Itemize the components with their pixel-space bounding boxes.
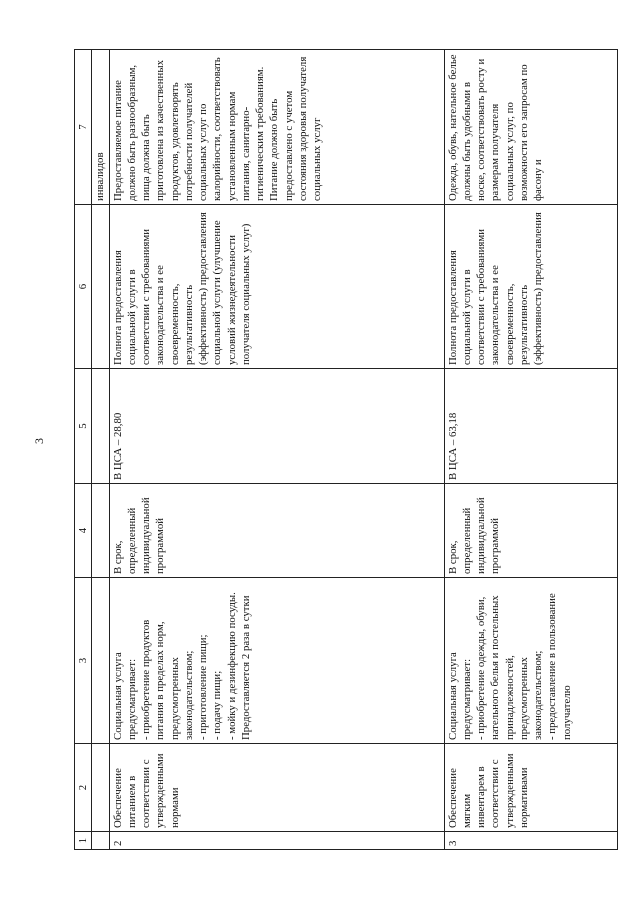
service-name: Обеспечение мягким инвентарем в соответствии с утвержденными нормативами xyxy=(444,744,617,832)
description-line: Социальная услуга предусматривает: xyxy=(111,652,138,740)
description-line: - подачу пищи; xyxy=(211,670,224,740)
table-row xyxy=(109,50,444,850)
column-number: 3 xyxy=(75,578,92,744)
column-numbers-row xyxy=(75,50,92,850)
column-number: 4 xyxy=(75,484,92,578)
page-number: 3 xyxy=(32,438,46,444)
service-name: Обеспечение питанием в соответствии с утвержденными нормами xyxy=(109,744,444,832)
column-number: 2 xyxy=(75,744,92,832)
service-description xyxy=(109,578,444,744)
document-sheet xyxy=(74,50,614,850)
quality-indicators: Полнота предоставления социальной услуги в соответствии с требованиями законодательства и ее своевременность, результативность (эффективность) предоставления социальной услуги (улучшение условий жизнедеятельности получателя социальных услуг) xyxy=(109,205,444,369)
service-cost: В ЦСА – 63,18 xyxy=(444,369,617,484)
row-number: 3 xyxy=(444,832,617,850)
column-number: 1 xyxy=(75,832,92,850)
description-line: - приобретение одежды, обуви, нательного белья и постельных принадлежностей, предусмотренных законодательством; xyxy=(475,595,544,740)
services-table xyxy=(74,49,618,850)
column-number: 5 xyxy=(75,369,92,484)
service-term: В срок, определенный индивидуальной программой xyxy=(444,484,617,578)
service-description xyxy=(444,578,617,744)
continuation-text: инвалидов xyxy=(92,50,109,205)
description-line: - приготовление пищи; xyxy=(197,634,209,740)
description-line: - приобретение продуктов питания в пределах норм, предусмотренных законодательством; xyxy=(140,619,195,740)
description-line: - мойку и дезинфекцию посуды. xyxy=(225,592,238,740)
quality-indicators: Полнота предоставления социальной услуги в соответствии с требованиями законодательства и ее своевременность, результативность (эффективность) предоставления xyxy=(444,205,617,369)
service-conditions: Одежда, обувь, нательное белье должны быть удобными в носке, соответствовать росту и размерам получателя социальных услуг, по возможности его запросам по фасону и xyxy=(444,50,617,205)
column-number: 6 xyxy=(75,205,92,369)
service-conditions: Предоставляемое питание должно быть разнообразным, пища должна быть приготовлена из качественных продуктов, удовлетворять потребности получателей социальных услуг по калорийности, соответствовать установленным нормам питания, санитарно-гигиеническим требованиям. Питание должно быть предоставлено с учетом состояния здоровья получателя социальных услуг xyxy=(109,50,444,205)
row-number: 2 xyxy=(109,832,444,850)
column-number: 7 xyxy=(75,50,92,205)
description-line: - предоставление в пользование получателю xyxy=(546,593,573,740)
table-row xyxy=(444,50,617,850)
continuation-row xyxy=(92,50,109,850)
service-term: В срок, определенный индивидуальной программой xyxy=(109,484,444,578)
description-line: Предоставляется 2 раза в сутки xyxy=(239,595,252,740)
description-line: Социальная услуга предусматривает: xyxy=(446,652,473,740)
service-cost: В ЦСА – 28,80 xyxy=(109,369,444,484)
